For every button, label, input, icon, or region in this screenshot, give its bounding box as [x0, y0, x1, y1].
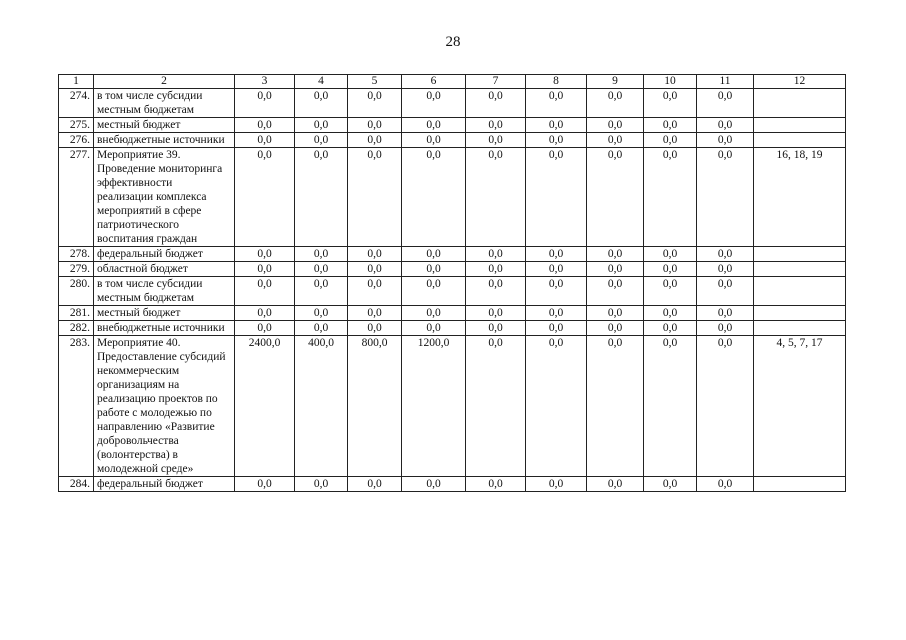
budget-table: [58, 74, 846, 492]
value-cell: 0,0: [587, 118, 644, 133]
value-cell: 0,0: [644, 148, 697, 247]
table-row: [59, 133, 846, 148]
value-cell: 0,0: [526, 148, 587, 247]
value-cell: 0,0: [235, 262, 295, 277]
row-number: 279.: [59, 262, 94, 277]
value-cell: 0,0: [402, 133, 466, 148]
value-cell: 0,0: [402, 477, 466, 492]
value-cell: 0,0: [466, 148, 526, 247]
value-cell: 0,0: [587, 262, 644, 277]
value-cell: 400,0: [295, 336, 348, 477]
value-cell: 0,0: [295, 277, 348, 306]
column-header: 2: [94, 75, 235, 89]
indicator-refs-cell: [754, 306, 846, 321]
value-cell: 0,0: [295, 118, 348, 133]
row-name: в том числе субсидии местным бюджетам: [94, 89, 235, 118]
value-cell: 0,0: [348, 477, 402, 492]
value-cell: 0,0: [348, 89, 402, 118]
value-cell: 0,0: [526, 321, 587, 336]
value-cell: 0,0: [697, 277, 754, 306]
table-header-row: [59, 75, 846, 89]
value-cell: 0,0: [348, 148, 402, 247]
value-cell: 0,0: [526, 262, 587, 277]
column-header: 6: [402, 75, 466, 89]
value-cell: 0,0: [235, 277, 295, 306]
value-cell: 0,0: [697, 321, 754, 336]
value-cell: 0,0: [526, 247, 587, 262]
value-cell: 1200,0: [402, 336, 466, 477]
value-cell: 0,0: [697, 477, 754, 492]
value-cell: 0,0: [348, 277, 402, 306]
value-cell: 0,0: [235, 321, 295, 336]
value-cell: 0,0: [644, 477, 697, 492]
value-cell: 0,0: [295, 247, 348, 262]
value-cell: 0,0: [697, 306, 754, 321]
row-number: 284.: [59, 477, 94, 492]
row-number: 283.: [59, 336, 94, 477]
row-name: областной бюджет: [94, 262, 235, 277]
column-header: 1: [59, 75, 94, 89]
value-cell: 800,0: [348, 336, 402, 477]
value-cell: 0,0: [402, 262, 466, 277]
value-cell: 0,0: [348, 118, 402, 133]
value-cell: 0,0: [587, 277, 644, 306]
value-cell: 0,0: [644, 247, 697, 262]
row-name: местный бюджет: [94, 306, 235, 321]
value-cell: 0,0: [697, 247, 754, 262]
value-cell: 0,0: [235, 306, 295, 321]
row-number: 274.: [59, 89, 94, 118]
value-cell: 0,0: [644, 89, 697, 118]
value-cell: 0,0: [587, 247, 644, 262]
column-header: 7: [466, 75, 526, 89]
indicator-refs-cell: [754, 277, 846, 306]
value-cell: 0,0: [295, 306, 348, 321]
column-header: 12: [754, 75, 846, 89]
indicator-refs-cell: [754, 133, 846, 148]
column-header: 11: [697, 75, 754, 89]
value-cell: 0,0: [526, 477, 587, 492]
table-row: [59, 148, 846, 247]
value-cell: 0,0: [697, 118, 754, 133]
table-row: [59, 262, 846, 277]
value-cell: 0,0: [235, 118, 295, 133]
value-cell: 0,0: [644, 336, 697, 477]
row-name: Мероприятие 40. Предоставление субсидий некоммерческим организациям на реализацию проектов по работе с молодежью по направлению «Развитие добровольчества (волонтерства) в молодежной среде»: [94, 336, 235, 477]
value-cell: 0,0: [466, 321, 526, 336]
value-cell: 0,0: [295, 262, 348, 277]
value-cell: 0,0: [348, 306, 402, 321]
page-number: 28: [445, 34, 461, 50]
value-cell: 0,0: [402, 321, 466, 336]
value-cell: 0,0: [697, 133, 754, 148]
table-row: [59, 336, 846, 477]
value-cell: 0,0: [466, 262, 526, 277]
row-name: федеральный бюджет: [94, 247, 235, 262]
value-cell: 0,0: [526, 89, 587, 118]
value-cell: 0,0: [697, 262, 754, 277]
table-row: [59, 277, 846, 306]
row-number: 278.: [59, 247, 94, 262]
value-cell: 0,0: [466, 89, 526, 118]
value-cell: 0,0: [466, 277, 526, 306]
table-row: [59, 321, 846, 336]
value-cell: 0,0: [587, 477, 644, 492]
value-cell: 0,0: [697, 336, 754, 477]
value-cell: 0,0: [466, 247, 526, 262]
table-row: [59, 118, 846, 133]
value-cell: 0,0: [697, 148, 754, 247]
value-cell: 0,0: [348, 262, 402, 277]
value-cell: 0,0: [587, 306, 644, 321]
value-cell: 0,0: [466, 306, 526, 321]
value-cell: 0,0: [587, 148, 644, 247]
value-cell: 0,0: [526, 306, 587, 321]
value-cell: 0,0: [526, 336, 587, 477]
value-cell: 0,0: [587, 89, 644, 118]
value-cell: 0,0: [644, 262, 697, 277]
row-number: 275.: [59, 118, 94, 133]
value-cell: 0,0: [466, 336, 526, 477]
value-cell: 0,0: [466, 133, 526, 148]
indicator-refs-cell: [754, 262, 846, 277]
table-row: [59, 89, 846, 118]
column-header: 8: [526, 75, 587, 89]
value-cell: 0,0: [644, 118, 697, 133]
table-row: [59, 306, 846, 321]
row-name: внебюджетные источники: [94, 133, 235, 148]
value-cell: 0,0: [348, 247, 402, 262]
row-number: 280.: [59, 277, 94, 306]
row-name: федеральный бюджет: [94, 477, 235, 492]
row-number: 276.: [59, 133, 94, 148]
indicator-refs-cell: [754, 321, 846, 336]
value-cell: 0,0: [295, 133, 348, 148]
column-header: 3: [235, 75, 295, 89]
value-cell: 0,0: [348, 321, 402, 336]
indicator-refs-cell: [754, 89, 846, 118]
row-number: 282.: [59, 321, 94, 336]
value-cell: 0,0: [587, 336, 644, 477]
value-cell: 0,0: [526, 277, 587, 306]
value-cell: 0,0: [644, 133, 697, 148]
value-cell: 0,0: [526, 118, 587, 133]
indicator-refs-cell: [754, 247, 846, 262]
value-cell: 0,0: [587, 321, 644, 336]
value-cell: 0,0: [402, 277, 466, 306]
value-cell: 0,0: [348, 133, 402, 148]
value-cell: 0,0: [644, 321, 697, 336]
value-cell: 0,0: [587, 133, 644, 148]
value-cell: 0,0: [235, 89, 295, 118]
indicator-refs-cell: [754, 477, 846, 492]
row-name: в том числе субсидии местным бюджетам: [94, 277, 235, 306]
table-row: [59, 477, 846, 492]
value-cell: 0,0: [466, 118, 526, 133]
value-cell: 0,0: [526, 133, 587, 148]
value-cell: 0,0: [402, 89, 466, 118]
table-row: [59, 247, 846, 262]
indicator-refs-cell: 16, 18, 19: [754, 148, 846, 247]
value-cell: 0,0: [295, 148, 348, 247]
value-cell: 0,0: [402, 118, 466, 133]
row-name: внебюджетные источники: [94, 321, 235, 336]
value-cell: 0,0: [235, 477, 295, 492]
value-cell: 0,0: [235, 247, 295, 262]
value-cell: 0,0: [402, 306, 466, 321]
value-cell: 0,0: [295, 477, 348, 492]
row-number: 281.: [59, 306, 94, 321]
indicator-refs-cell: 4, 5, 7, 17: [754, 336, 846, 477]
column-header: 4: [295, 75, 348, 89]
value-cell: 0,0: [402, 247, 466, 262]
row-number: 277.: [59, 148, 94, 247]
value-cell: 0,0: [644, 277, 697, 306]
value-cell: 0,0: [295, 89, 348, 118]
column-header: 5: [348, 75, 402, 89]
value-cell: 0,0: [466, 477, 526, 492]
row-name: местный бюджет: [94, 118, 235, 133]
value-cell: 0,0: [295, 321, 348, 336]
indicator-refs-cell: [754, 118, 846, 133]
value-cell: 0,0: [235, 133, 295, 148]
value-cell: 0,0: [697, 89, 754, 118]
row-name: Мероприятие 39. Проведение мониторинга эффективности реализации комплекса мероприятий в сфере патриотического воспитания граждан: [94, 148, 235, 247]
column-header: 10: [644, 75, 697, 89]
value-cell: 0,0: [644, 306, 697, 321]
value-cell: 0,0: [402, 148, 466, 247]
column-header: 9: [587, 75, 644, 89]
value-cell: 2400,0: [235, 336, 295, 477]
value-cell: 0,0: [235, 148, 295, 247]
